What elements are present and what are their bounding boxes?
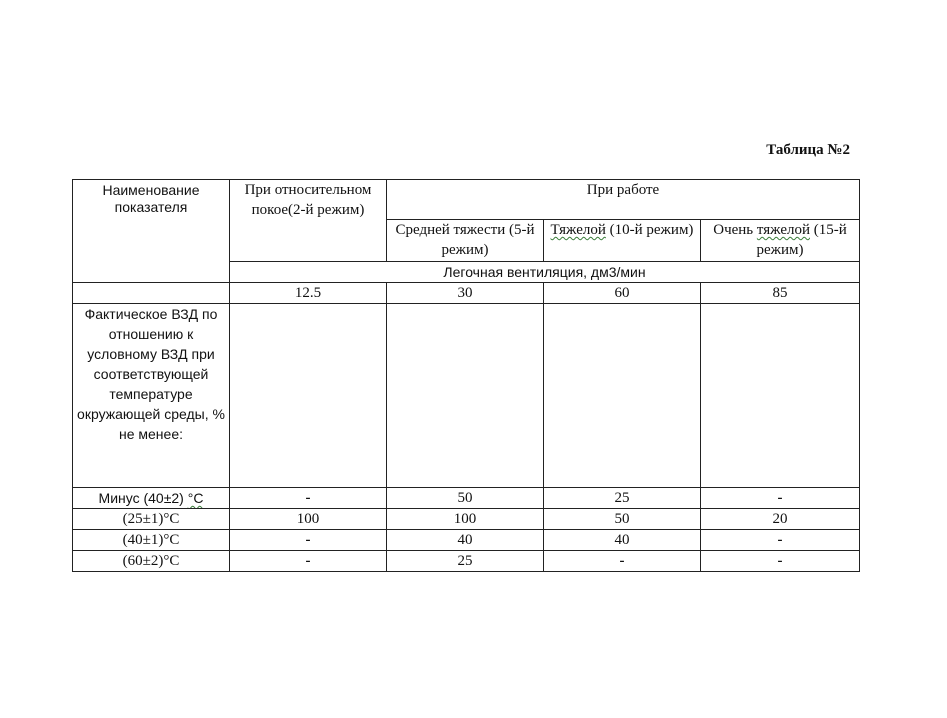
spell-check-mark: °С bbox=[187, 490, 204, 506]
row-label: (40±1)°С bbox=[73, 530, 230, 551]
value-cell: 100 bbox=[387, 509, 544, 530]
header-very-heavy-rest: (15-й режим) bbox=[756, 222, 847, 258]
header-very-heavy-prefix: Очень bbox=[713, 222, 757, 238]
value-cell: - bbox=[230, 488, 387, 509]
value-cell: - bbox=[230, 530, 387, 551]
empty-cell bbox=[544, 304, 701, 488]
value-cell: 40 bbox=[387, 530, 544, 551]
value-cell: 25 bbox=[544, 488, 701, 509]
header-medium-load: Средней тяжести (5-й режим) bbox=[387, 220, 544, 262]
value-cell: 20 bbox=[701, 509, 860, 530]
row-label: (25±1)°С bbox=[73, 509, 230, 530]
value-cell: 50 bbox=[544, 509, 701, 530]
row-label-prefix: Минус (40±2) bbox=[98, 490, 188, 506]
value-cell: - bbox=[701, 488, 860, 509]
description-cell: Фактическое ВЗД по отношению к условному ВЗД при соответствующей температуре окружающей среды, % не менее: bbox=[73, 304, 230, 488]
value-cell: 25 bbox=[387, 551, 544, 572]
header-at-work: При работе bbox=[387, 180, 860, 220]
row-label bbox=[73, 488, 230, 509]
value-cell: 100 bbox=[230, 509, 387, 530]
ventilation-value: 85 bbox=[701, 283, 860, 304]
ventilation-value: 30 bbox=[387, 283, 544, 304]
header-ventilation: Легочная вентиляция, дм3/мин bbox=[230, 262, 860, 283]
value-cell: 40 bbox=[544, 530, 701, 551]
row-label: (60±2)°С bbox=[73, 551, 230, 572]
empty-cell bbox=[387, 304, 544, 488]
spell-check-mark: тяжелой bbox=[756, 222, 810, 238]
value-cell: - bbox=[544, 551, 701, 572]
header-heavy-load bbox=[544, 220, 701, 262]
data-table bbox=[72, 179, 860, 572]
header-at-rest: При относительном покое(2-й режим) bbox=[230, 180, 387, 262]
header-heavy-load-rest: (10-й режим) bbox=[605, 222, 694, 238]
ventilation-value: 12.5 bbox=[230, 283, 387, 304]
value-cell: - bbox=[701, 551, 860, 572]
empty-cell bbox=[701, 304, 860, 488]
value-cell: - bbox=[701, 530, 860, 551]
empty-cell bbox=[230, 304, 387, 488]
spell-check-mark: Тяжелой bbox=[550, 222, 606, 238]
empty-cell bbox=[73, 283, 230, 304]
header-indicator-name: Наименование показателя bbox=[73, 180, 230, 283]
value-cell: - bbox=[230, 551, 387, 572]
ventilation-value: 60 bbox=[544, 283, 701, 304]
header-very-heavy-load bbox=[701, 220, 860, 262]
table-caption: Таблица №2 bbox=[766, 142, 850, 158]
value-cell: 50 bbox=[387, 488, 544, 509]
